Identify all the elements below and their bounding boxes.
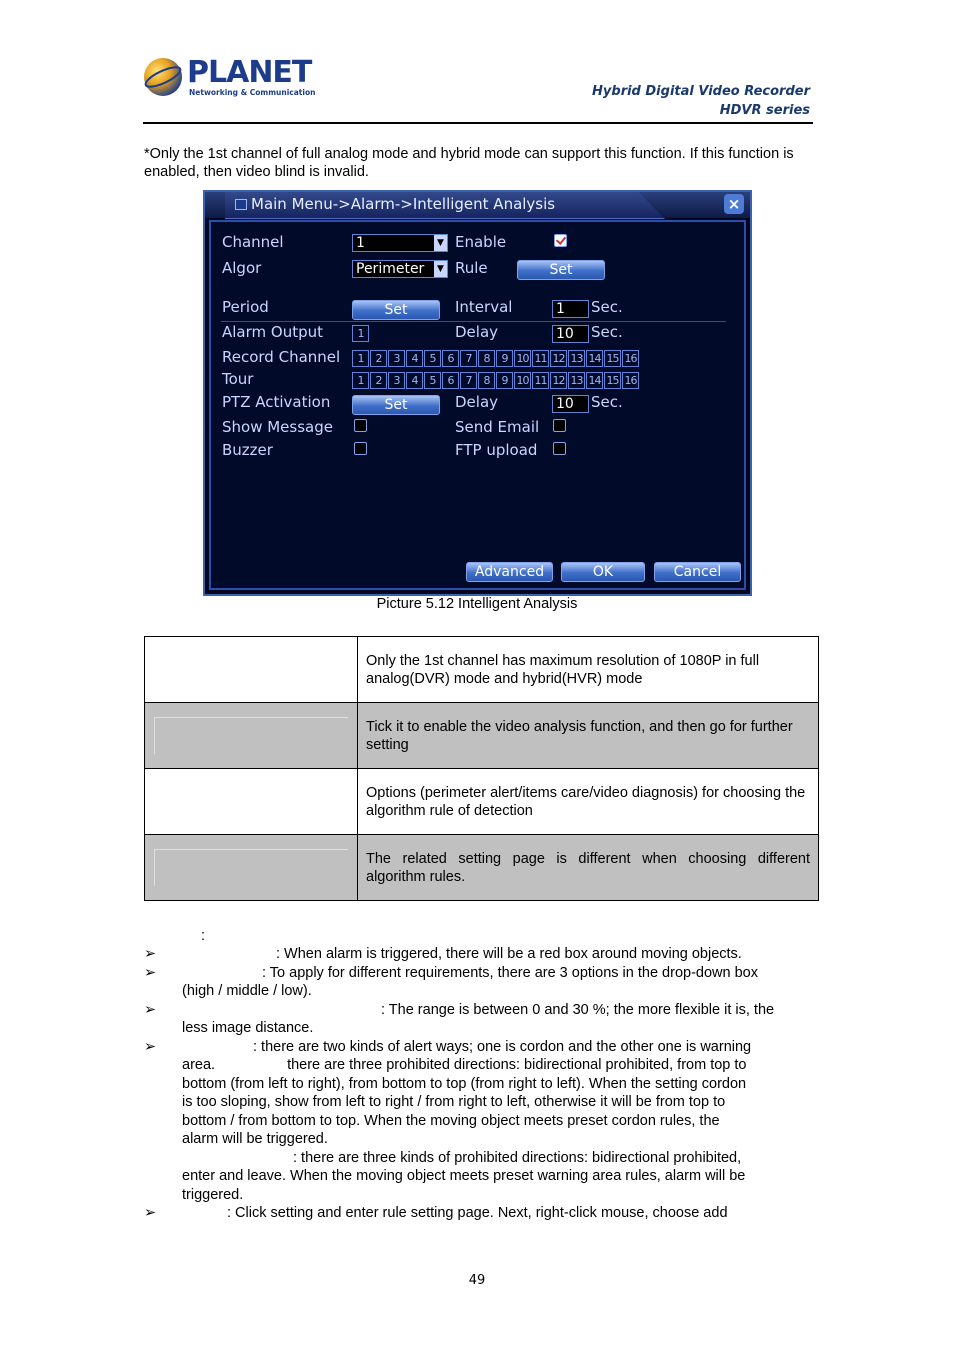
note-text: : Click setting and enter rule setting page. Next, right-click mouse, choose add [227,1205,728,1221]
table-cell-param [145,703,358,769]
interval-label: Interval [455,298,513,316]
algor-label: Algor [222,259,262,277]
logo-wordmark: PLANET [187,55,312,90]
note-text: less image distance. [182,1020,314,1036]
note-text: area. [182,1057,216,1073]
alarm-output-label: Alarm Output [222,323,324,341]
note-text: bottom / from bottom to top. When the moving object meets preset cordon rules, the [182,1112,720,1129]
table-cell-desc: Tick it to enable the video analysis function, and then go for further setting [358,703,819,769]
record-channel-checkboxes [352,350,639,367]
ok-button[interactable]: OK [561,562,645,582]
note-text: : The range is between 0 and 30 %; the more flexible it is, the [381,1001,775,1018]
record-channel-7[interactable]: 7 [460,350,477,367]
enable-label: Enable [455,233,507,251]
table-row [145,703,819,769]
tour-channel-checkboxes [352,372,639,389]
enable-checkbox[interactable] [554,234,567,247]
record-channel-12[interactable]: 12 [550,350,567,367]
product-line-1: Hybrid Digital Video Recorder [592,84,810,99]
ptz-delay-label: Delay [455,393,499,411]
record-channel-10[interactable]: 10 [514,350,531,367]
channel-label: Channel [222,233,284,251]
close-icon[interactable]: × [724,194,744,214]
channel-select[interactable] [352,234,448,252]
product-header [592,82,810,120]
table-cell-param [145,835,358,901]
tour-channel-3[interactable]: 3 [388,372,405,389]
delay-label: Delay [455,323,499,341]
note-text: (high / middle / low). [182,983,312,999]
list-item [144,945,814,964]
tour-channel-13[interactable]: 13 [568,372,585,389]
record-channel-11[interactable]: 11 [532,350,549,367]
table-row [145,637,819,703]
ftp-upload-label: FTP upload [455,441,538,459]
header-rule [143,122,813,124]
record-channel-16[interactable]: 16 [622,350,639,367]
dvr-title-bar [205,192,750,218]
rule-set-button[interactable]: Set [517,260,605,280]
tour-channel-12[interactable]: 12 [550,372,567,389]
record-channel-5[interactable]: 5 [424,350,441,367]
tour-channel-9[interactable]: 9 [496,372,513,389]
buzzer-label: Buzzer [222,441,273,459]
note-text: : there are three kinds of prohibited directions: bidirectional prohibited, [293,1149,742,1166]
tour-channel-4[interactable]: 4 [406,372,423,389]
record-channel-15[interactable]: 15 [604,350,621,367]
table-cell-desc: The related setting page is different when choosing different algorithm rules. [358,835,819,901]
record-channel-6[interactable]: 6 [442,350,459,367]
tour-label: Tour [222,370,254,388]
show-message-label: Show Message [222,418,333,436]
show-message-checkbox[interactable] [354,419,367,432]
record-channel-8[interactable]: 8 [478,350,495,367]
parameter-table [144,636,819,901]
period-label: Period [222,298,269,316]
table-cell-desc: Only the 1st channel has maximum resolution of 1080P in full analog(DVR) mode and hybrid(HVR) mode [358,637,819,703]
alarm-output-1[interactable]: 1 [352,325,369,342]
buzzer-checkbox[interactable] [354,442,367,455]
chevron-down-icon: ▼ [434,235,447,251]
send-email-label: Send Email [455,418,540,436]
note-text: : there are two kinds of alert ways; one is cordon and the other one is warning [253,1038,752,1055]
dvr-panel [209,220,746,590]
note-text: there are three prohibited directions: bidirectional prohibited, from top to [287,1057,747,1073]
tour-channel-7[interactable]: 7 [460,372,477,389]
record-channel-9[interactable]: 9 [496,350,513,367]
list-item [144,1038,814,1205]
intro-note: *Only the 1st channel of full analog mode and hybrid mode can support this function. If this function is enabled, then video blind is invalid. [144,146,794,180]
arrow-bullet-icon: ➢ [144,1038,157,1055]
tour-channel-5[interactable]: 5 [424,372,441,389]
interval-unit: Sec. [591,298,623,316]
tour-channel-1[interactable]: 1 [352,372,369,389]
record-channel-label: Record Channel [222,348,341,366]
note-text: triggered. [182,1186,244,1203]
cell-inner-box [154,849,348,886]
ptz-delay-unit: Sec. [591,393,623,411]
algor-select[interactable] [352,260,448,278]
arrow-bullet-icon: ➢ [144,964,157,981]
send-email-checkbox[interactable] [553,419,566,432]
ptz-delay-input[interactable]: 10 [552,395,589,413]
tour-channel-16[interactable]: 16 [622,372,639,389]
note-text: : To apply for different requirements, there are 3 options in the drop-down box [262,964,758,981]
section-divider [221,321,726,322]
product-line-2: HDVR series [719,103,810,118]
arrow-bullet-icon: ➢ [144,1001,157,1018]
tour-channel-10[interactable]: 10 [514,372,531,389]
note-text: alarm will be triggered. [182,1131,328,1147]
cell-inner-box [154,717,348,754]
channel-value: 1 [356,235,365,251]
record-channel-3[interactable]: 3 [388,350,405,367]
delay-unit: Sec. [591,323,623,341]
tour-channel-8[interactable]: 8 [478,372,495,389]
notes-colon: : [201,928,206,944]
ftp-upload-checkbox[interactable] [553,442,566,455]
record-channel-4[interactable]: 4 [406,350,423,367]
page-number: 49 [468,1273,486,1288]
tour-channel-15[interactable]: 15 [604,372,621,389]
logo-tagline: Networking & Communication [189,88,316,97]
figure-caption: Picture 5.12 Intelligent Analysis [376,596,578,612]
menu-icon [235,199,247,210]
notes-list [144,945,814,1223]
table-row [145,835,819,901]
note-text: enter and leave. When the moving object meets preset warning area rules, alarm will be [182,1168,746,1184]
record-channel-14[interactable]: 14 [586,350,603,367]
list-item [144,1204,814,1223]
table-cell-param [145,637,358,703]
advanced-button[interactable]: Advanced [466,562,553,582]
dvr-window-title: Main Menu->Alarm->Intelligent Analysis [251,195,556,213]
dvr-intelligent-analysis-window [203,190,752,596]
table-cell-param [145,769,358,835]
note-text: is too sloping, show from left to right / from right to left, otherwise it will be from top to [182,1094,726,1110]
record-channel-2[interactable]: 2 [370,350,387,367]
arrow-bullet-icon: ➢ [144,946,157,962]
ptz-set-button[interactable]: Set [352,395,440,415]
algor-value: Perimeter [356,261,425,277]
note-text: : When alarm is triggered, there will be a red box around moving objects. [276,946,742,962]
list-item [144,964,814,1001]
table-row [145,769,819,835]
arrow-bullet-icon: ➢ [144,1205,157,1221]
cancel-button[interactable]: Cancel [654,562,741,582]
tour-channel-11[interactable]: 11 [532,372,549,389]
record-channel-1[interactable]: 1 [352,350,369,367]
interval-input[interactable]: 1 [552,300,589,318]
tour-channel-2[interactable]: 2 [370,372,387,389]
list-item [144,1001,814,1038]
record-channel-13[interactable]: 13 [568,350,585,367]
planet-logo [143,55,316,100]
note-text: bottom (from left to right), from bottom to top (from right to left). When the setting cordon [182,1075,747,1092]
tour-channel-6[interactable]: 6 [442,372,459,389]
ptz-activation-label: PTZ Activation [222,393,331,411]
chevron-down-icon: ▼ [434,261,447,277]
delay-input[interactable]: 10 [552,325,589,343]
period-set-button[interactable]: Set [352,300,440,320]
table-cell-desc: Options (perimeter alert/items care/video diagnosis) for choosing the algorithm rule of detection [358,769,819,835]
rule-label: Rule [455,259,488,277]
tour-channel-14[interactable]: 14 [586,372,603,389]
